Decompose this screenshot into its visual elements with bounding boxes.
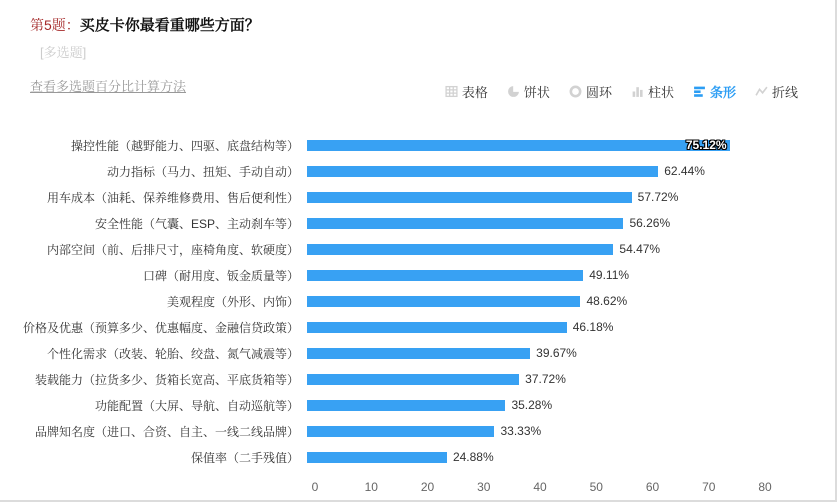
category-label: 价格及优惠（预算多少、优惠幅度、金融信贷政策） [22, 320, 299, 335]
bar-row [0, 418, 835, 444]
question-number: 第5题： [30, 17, 80, 33]
bar-track [307, 398, 757, 412]
bar-track [307, 450, 757, 464]
bar[interactable] [307, 426, 494, 437]
tab-label: 折线 [771, 85, 798, 100]
tab-bar[interactable] [693, 82, 736, 101]
x-axis-tick: 70 [702, 480, 716, 494]
x-axis-tick: 30 [477, 480, 491, 494]
category-label: 装载能力（拉货多少、货箱长宽高、平底货箱等） [34, 372, 299, 387]
x-axis-tick: 80 [758, 480, 772, 494]
value-label: 33.33% [500, 424, 542, 438]
bar[interactable] [307, 400, 505, 411]
bar-row [0, 340, 835, 366]
page-title: 买皮卡你最看重哪些方面？ [79, 17, 260, 34]
category-label: 功能配置（大屏、导航、自动巡航等） [94, 398, 299, 413]
bar[interactable] [307, 140, 730, 151]
bar-track [307, 140, 757, 151]
tab-label: 圆环 [585, 85, 612, 100]
bar-row [0, 184, 835, 210]
bar-track [307, 216, 757, 230]
pie-chart-icon [507, 85, 520, 98]
line-chart-icon [755, 85, 768, 98]
bar-track [307, 190, 757, 204]
x-axis-tick: 10 [364, 480, 378, 494]
bar-row [0, 132, 835, 158]
percentage-method-link[interactable]: 查看多选题百分比计算方法 [30, 79, 187, 94]
tab-pie[interactable] [507, 82, 550, 101]
value-label: 24.88% [452, 450, 494, 464]
bar-row [0, 210, 835, 236]
x-axis-tick: 20 [420, 480, 435, 494]
bar[interactable] [307, 166, 658, 177]
category-label: 口碑（耐用度、钣金质量等） [142, 268, 299, 283]
bar[interactable] [307, 322, 567, 333]
value-label: 39.67% [536, 346, 577, 360]
bar-row [0, 314, 835, 340]
tab-line[interactable] [755, 82, 798, 101]
bar-track [307, 164, 757, 178]
value-label: 48.62% [586, 294, 628, 308]
bar[interactable] [307, 374, 519, 385]
tab-table[interactable] [445, 82, 488, 101]
value-label: 75.12% [685, 138, 727, 152]
tab-donut[interactable] [569, 82, 612, 101]
bar-row [0, 392, 835, 418]
value-label: 35.28% [511, 398, 553, 412]
tab-label: 条形 [709, 85, 736, 100]
value-label: 54.47% [619, 242, 661, 256]
tab-label: 饼状 [523, 85, 550, 100]
x-axis-tick: 50 [589, 480, 603, 494]
bar-row [0, 236, 835, 262]
horizontal-bar-chart [0, 132, 835, 500]
bar[interactable] [307, 244, 613, 255]
bar[interactable] [307, 218, 623, 229]
category-label: 美观程度（外形、内饰） [166, 294, 299, 309]
value-label: 49.11% [589, 268, 630, 282]
bar-row [0, 158, 835, 184]
category-label: 动力指标（马力、扭矩、手动自动） [106, 164, 299, 179]
bar-row [0, 366, 835, 392]
bar-track [307, 320, 757, 334]
bar-track [307, 242, 757, 256]
category-label: 品牌知名度（进口、合资、自主、一线二线品牌） [34, 424, 299, 439]
value-label: 62.44% [664, 164, 705, 178]
bar-row [0, 444, 835, 470]
bar-row [0, 288, 835, 314]
x-axis-tick: 0 [311, 480, 319, 494]
bar[interactable] [307, 270, 583, 281]
bar-track [307, 372, 757, 386]
bar[interactable] [307, 348, 530, 359]
category-label: 安全性能（气囊、ESP、主动刹车等） [94, 216, 299, 231]
question-title-line [30, 14, 835, 34]
bar[interactable] [307, 192, 632, 203]
category-label: 个性化需求（改装、轮胎、绞盘、氮气减震等） [46, 346, 299, 361]
x-axis [311, 480, 772, 500]
bar-chart-icon [693, 85, 706, 98]
donut-chart-icon [569, 85, 582, 98]
category-label: 用车成本（油耗、保养维修费用、售后便利性） [46, 190, 299, 205]
chart-rows [0, 132, 835, 470]
category-label: 保值率（二手残值） [190, 450, 299, 465]
table-icon [445, 85, 458, 98]
column-chart-icon [631, 85, 644, 98]
question-type-tag: [多选题] [40, 45, 87, 60]
bar[interactable] [307, 296, 580, 307]
value-label: 57.72% [637, 190, 679, 204]
bar-track [307, 268, 757, 282]
tab-label: 表格 [461, 85, 488, 100]
value-label: 46.18% [572, 320, 614, 334]
category-label: 操控性能（越野能力、四驱、底盘结构等） [70, 138, 299, 153]
x-axis-tick: 40 [533, 480, 547, 494]
bar[interactable] [307, 452, 447, 463]
value-label: 37.72% [525, 372, 566, 386]
bar-row [0, 262, 835, 288]
bar-track [307, 346, 757, 360]
tab-label: 柱状 [647, 85, 674, 100]
x-axis-tick: 60 [645, 480, 660, 494]
chart-type-tabs [426, 82, 798, 101]
value-label: 56.26% [629, 216, 671, 230]
category-label: 内部空间（前、后排尺寸，座椅角度、软硬度） [46, 242, 299, 257]
tab-column[interactable] [631, 82, 674, 101]
bar-track [307, 424, 757, 438]
bar-track [307, 294, 757, 308]
